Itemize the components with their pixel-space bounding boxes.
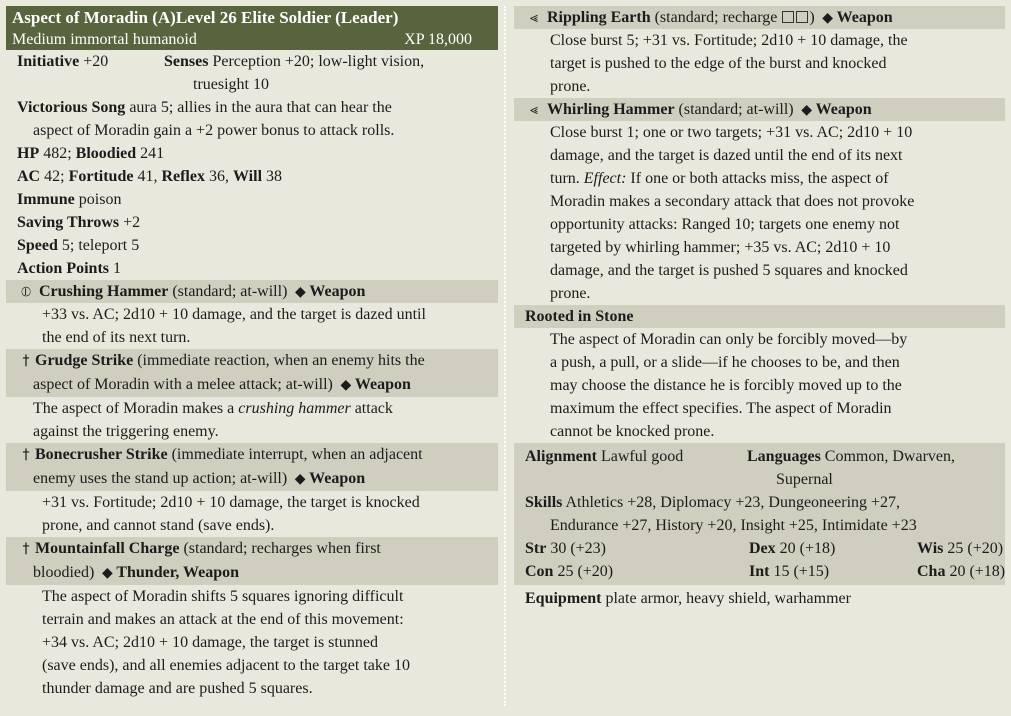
hp-value: 482; (43, 145, 72, 162)
initiative-row (6, 50, 498, 73)
power-text-pre: The aspect of Moradin makes a (33, 400, 235, 417)
power-usage-2: bloodied) (33, 564, 95, 581)
power-text-post: If one or both attacks miss, the aspect of (630, 170, 889, 187)
power-keywords: Weapon (354, 376, 411, 393)
power-name: Mountainfall Charge (35, 540, 180, 557)
close-burst-icon: ⪡ (530, 102, 538, 118)
skills-value: Athletics +28, Diplomacy +23, Dungeoneering +27, (565, 494, 901, 511)
power-usage: (immediate reaction, when an enemy hits the (137, 352, 425, 369)
immune-value: poison (78, 191, 122, 208)
close-burst-icon: ⪡ (530, 10, 538, 26)
power-text-line: (save ends), and all enemies adjacent to the target take 10 (42, 657, 410, 674)
action-points-value: 1 (113, 260, 121, 277)
power-crushing-hammer-header (6, 280, 498, 303)
power-text-line: opportunity attacks: Ranged 10; targets one enemy not (550, 216, 900, 233)
ability-label: Int (749, 563, 770, 580)
melee-icon: † (22, 353, 30, 369)
keyword-separator-icon: ◆ (822, 10, 834, 26)
power-keywords: Weapon (815, 101, 872, 118)
immune-row (6, 188, 498, 211)
saves-row (6, 211, 498, 234)
melee-basic-icon: ⦶ (20, 284, 32, 300)
saves-label: Saving Throws (17, 214, 120, 231)
power-keywords: Thunder, Weapon (116, 564, 240, 581)
skills-row (514, 491, 1005, 514)
action-points-row (6, 257, 498, 280)
melee-icon: † (22, 541, 30, 557)
ability-str (525, 537, 749, 560)
aura-text: aura 5; allies in the aura that can hear the (129, 99, 392, 116)
power-text-line: maximum the effect specifies. The aspect of Moradin (550, 400, 892, 417)
power-usage: (standard; recharges when first (183, 540, 381, 557)
fort-value: 41, (137, 168, 158, 185)
languages (747, 445, 955, 468)
power-grudge-strike-header (6, 349, 498, 397)
keyword-separator-icon: ◆ (294, 471, 306, 487)
power-usage: (standard; at-will) (678, 101, 794, 118)
ability-label: Wis (917, 540, 944, 557)
languages-label: Languages (747, 448, 821, 465)
power-usage: (standard; at-will) (172, 283, 288, 300)
power-rooted-in-stone-header (514, 305, 1005, 328)
initiative-label: Initiative (17, 53, 80, 70)
statblock-header (6, 6, 498, 50)
ability-value: 20 (+18) (779, 540, 836, 557)
power-text-line: prone, and cannot stand (save ends). (42, 517, 275, 534)
ability-label: Cha (917, 563, 946, 580)
will-label: Will (232, 168, 263, 185)
keyword-separator-icon: ◆ (101, 565, 113, 581)
power-text-line: cannot be knocked prone. (550, 423, 715, 440)
power-text-line: Close burst 1; one or two targets; +31 vs. AC; 2d10 + 10 (550, 124, 913, 141)
ability-wis (917, 537, 1011, 560)
alignment-label: Alignment (525, 448, 597, 465)
power-text-line: targeted by whirling hammer; +35 vs. AC; 2d10 + 10 (550, 239, 891, 256)
monster-type: Medium immortal humanoid (12, 31, 197, 48)
power-usage: (immediate interrupt, when an adjacent (171, 446, 423, 463)
reflex-value: 36, (208, 168, 229, 185)
ability-value: 25 (+20) (947, 540, 1004, 557)
column-divider (504, 6, 506, 706)
effect-label: Effect: (583, 170, 627, 187)
immune-label: Immune (17, 191, 75, 208)
power-text-line: target is pushed to the edge of the burst and knocked (550, 55, 887, 72)
power-text-line: +33 vs. AC; 2d10 + 10 damage, and the target is dazed until (42, 306, 426, 323)
power-name: Rooted in Stone (525, 308, 634, 325)
senses-label: Senses (164, 53, 209, 70)
power-text-line: +31 vs. Fortitude; 2d10 + 10 damage, the target is knocked (42, 494, 420, 511)
defenses-row (6, 165, 498, 188)
power-name: Grudge Strike (35, 352, 134, 369)
fort-label: Fortitude (68, 168, 134, 185)
power-usage-2: enemy uses the stand up action; at-will) (33, 470, 288, 487)
power-keywords: Weapon (309, 470, 366, 487)
power-text-pre: turn. (550, 170, 580, 187)
keyword-separator-icon: ◆ (295, 284, 306, 300)
power-text-line: Moradin makes a secondary attack that does not provoke (550, 193, 915, 210)
recharge-die-icon (782, 11, 794, 23)
power-text-line: thunder damage and are pushed 5 squares. (42, 680, 313, 697)
melee-icon: † (22, 447, 30, 463)
skills-row-2: Endurance +27, History +20, Insight +25, Intimidate +23 (550, 517, 917, 534)
skills-label: Skills (525, 494, 563, 511)
power-text-line: damage, and the target is pushed 5 squares and knocked (550, 262, 908, 279)
power-text-line (6, 397, 498, 420)
alignment-row (514, 445, 1005, 468)
ability-label: Str (525, 540, 547, 557)
ac-value: 42; (44, 168, 65, 185)
equipment-row (514, 587, 1005, 610)
power-text-line: a push, a pull, or a slide—if he chooses to be, and then (550, 354, 900, 371)
saves-value: +2 (123, 214, 141, 231)
power-name: Bonecrusher Strike (35, 446, 168, 463)
languages-value: Common, Dwarven, (824, 448, 955, 465)
power-text-line (514, 167, 1005, 190)
ability-con (525, 560, 749, 583)
monster-subtitle (12, 29, 492, 50)
ability-label: Dex (749, 540, 776, 557)
ability-value: 15 (+15) (773, 563, 830, 580)
bloodied-label: Bloodied (75, 145, 137, 162)
power-mountainfall-charge-header (6, 537, 498, 585)
power-text-line: may choose the distance he is forcibly moved up to the (550, 377, 902, 394)
will-value: 38 (266, 168, 283, 185)
speed-value: 5; teleport 5 (61, 237, 140, 254)
keyword-separator-icon: ◆ (340, 377, 352, 393)
power-text-line: terrain and makes an attack at the end of this movement: (42, 611, 404, 628)
aura-row-2: aspect of Moradin gain a +2 power bonus to attack rolls. (33, 122, 395, 139)
monster-title: Aspect of Moradin (A)Level 26 Elite Soldier (Leader) (12, 8, 399, 27)
power-text-line: The aspect of Moradin shifts 5 squares ignoring difficult (42, 588, 404, 605)
speed-row (6, 234, 498, 257)
aura-row (6, 96, 498, 119)
power-text-post: attack (354, 400, 393, 417)
ability-value: 30 (+23) (550, 540, 607, 557)
power-usage-2: aspect of Moradin with a melee attack; at-will) (33, 376, 333, 393)
power-text-line: The aspect of Moradin can only be forcibly moved—by (550, 331, 908, 348)
power-whirling-hammer-header (514, 98, 1005, 121)
power-text-line: against the triggering enemy. (33, 423, 219, 440)
equipment-value: plate armor, heavy shield, warhammer (605, 590, 851, 607)
aura-label: Victorious Song (17, 99, 126, 116)
action-points-label: Action Points (17, 260, 109, 277)
statblock-footer (514, 443, 1005, 585)
power-text-line: prone. (550, 78, 591, 95)
hp-row (6, 142, 498, 165)
senses-value: Perception +20; low-light vision, (212, 53, 425, 70)
hp-label: HP (17, 145, 40, 162)
recharge-die-icon (796, 11, 808, 23)
bloodied-value: 241 (140, 145, 165, 162)
reflex-label: Reflex (161, 168, 205, 185)
power-rippling-earth-header: ⪡ Rippling Earth (standard; recharge ) ◆ Weapon (514, 6, 1005, 29)
ability-cha (917, 560, 1011, 583)
right-column (514, 6, 1005, 610)
ability-dex (749, 537, 917, 560)
power-text-line: +34 vs. AC; 2d10 + 10 damage, the target is stunned (42, 634, 378, 651)
power-keywords: Weapon (309, 283, 366, 300)
power-bonecrusher-strike-header (6, 443, 498, 491)
power-usage: (standard; recharge (654, 9, 778, 26)
power-name: Rippling Earth (547, 9, 651, 26)
power-name: Whirling Hammer (547, 101, 675, 118)
languages-row-2: Supernal (776, 471, 833, 488)
power-text-line: prone. (550, 285, 591, 302)
ability-scores (514, 537, 1005, 583)
power-text-ref: crushing hammer (238, 400, 351, 417)
xp-value: XP 18,000 (404, 31, 472, 48)
ability-value: 25 (+20) (557, 563, 614, 580)
power-name: Crushing Hammer (39, 283, 169, 300)
left-column (6, 6, 498, 700)
initiative-value: +20 (83, 53, 109, 70)
power-text-line: the end of its next turn. (42, 329, 191, 346)
equipment-label: Equipment (525, 590, 602, 607)
ability-label: Con (525, 563, 554, 580)
speed-label: Speed (17, 237, 58, 254)
power-text-line: Close burst 5; +31 vs. Fortitude; 2d10 + 10 damage, the (550, 32, 908, 49)
alignment-value: Lawful good (601, 448, 684, 465)
keyword-separator-icon: ◆ (801, 102, 813, 118)
ac-label: AC (17, 168, 41, 185)
ability-value: 20 (+18) (949, 563, 1006, 580)
power-text-line: damage, and the target is dazed until the end of its next (550, 147, 903, 164)
power-keywords: Weapon (836, 9, 893, 26)
ability-int (749, 560, 917, 583)
senses-row-2: truesight 10 (193, 76, 269, 93)
senses (164, 50, 424, 73)
